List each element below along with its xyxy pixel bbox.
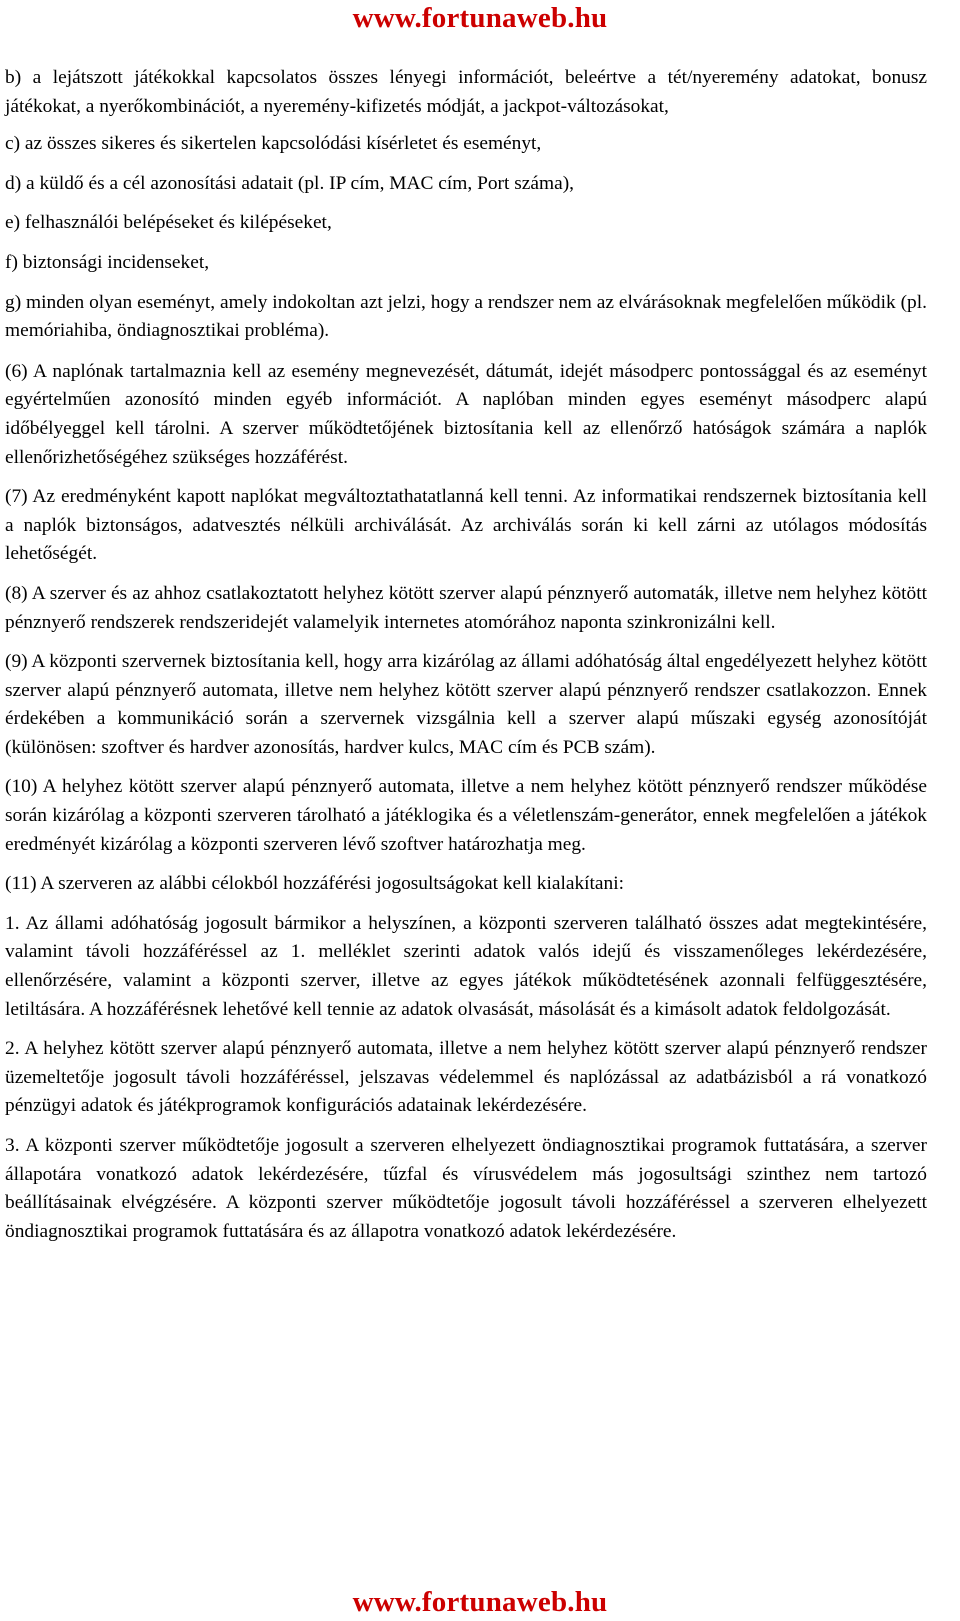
list-item-f: f) biztonsági incidenseket, [5, 251, 210, 273]
site-footer-url: www.fortunaweb.hu [352, 1586, 608, 1618]
paragraph-11: (11) A szerveren az alábbi célokból hozzáférési jogosultságokat kell kialakítani: [5, 873, 625, 895]
list-item-c: c) az összes sikeres és sikertelen kapcsolódási kísérletet és eseményt, [5, 133, 542, 155]
list-item-g: g) minden olyan eseményt, amely indokoltan azt jelzi, hogy a rendszer nem az elvárásoknak megfelelően működik (pl. memóriahiba, öndiagnosztikai probléma). [5, 291, 927, 342]
paragraph-7: (7) Az eredményként kapott naplókat megváltoztathatatlanná kell tenni. Az informatikai rendszernek biztosítania kell a naplók biztonságos, adatvesztés nélküli archiválását. Az archiválás során ki kell zárni az utólagos módosítás lehetőségét. [5, 486, 927, 565]
paragraph-10: (10) A helyhez kötött szerver alapú pénznyerő automata, illetve a nem helyhez kötött pénznyerő rendszer működése során kizárólag a központi szerveren tárolható a játéklogika és a véletlenszám-generátor, ennek megfelelően a játékok eredményét kizárólag a központi szerveren lévő szoftver határozhatja meg. [5, 776, 927, 855]
paragraph-8: (8) A szerver és az ahhoz csatlakoztatott helyhez kötött szerver alapú pénznyerő automaták, illetve nem helyhez kötött pénznyerő rendszerek rendszeridejét valamelyik internetes atomórához naponta szinkronizálni kell. [5, 582, 927, 633]
site-header-url: www.fortunaweb.hu [352, 2, 608, 34]
numbered-item-2: 2. A helyhez kötött szerver alapú pénznyerő automata, illetve a nem helyhez kötött szerver alapú pénznyerő rendszer üzemeltetője jogosult távoli hozzáféréssel, jelszavas védelemmel és naplózással az adatbázisból a rá vonatkozó pénzügyi adatok és játékprogramok konfigurációs adatainak lekérdezésére. [5, 1038, 927, 1117]
paragraph-9: (9) A központi szervernek biztosítania kell, hogy arra kizárólag az állami adóhatóság által engedélyezett helyhez kötött szerver alapú pénznyerő automata, illetve nem helyhez kötött szerver alapú pénznyerő rendszer csatlakozzon. Ennek érdekében a kommunikáció során a szervernek vizsgálnia kell a szerver alapú műszaki egység azonosítóját (különösen: szoftver és hardver azonosítás, hardver kulcs, MAC cím és PCB szám). [5, 651, 927, 758]
list-item-b: b) a lejátszott játékokkal kapcsolatos összes lényegi információt, beleértve a tét/nyeremény adatokat, bonusz játékokat, a nyerőkombinációt, a nyeremény-kifizetés módját, a jackpot-változásokat, [5, 67, 927, 117]
document-body [5, 64, 927, 1246]
paragraph-6: (6) A naplónak tartalmaznia kell az esemény megnevezését, dátumát, idejét másodperc pontossággal és az eseményt egyértelműen azonosító minden egyéb információt. A naplóban minden egyes eseményt másodperc alapú időbélyeggel kell tárolni. A szerver működtetőjének biztosítania kell az ellenőrző hatóságok számára a naplók ellenőrizhetőségéhez szükséges hozzáférést. [5, 360, 927, 468]
numbered-item-1: 1. Az állami adóhatóság jogosult bármikor a helyszínen, a központi szerveren található összes adat megtekintésére, valamint távoli hozzáféréssel az 1. melléklet szerinti adatok valós idejű és visszamenőleges lekérdezésére, ellenőrzésére, valamint a központi szerver, illetve az egyes játékok működtetésének azonnali felfüggesztésére, letiltására. A hozzáférésnek lehetővé kell tennie az adatok olvasását, másolását és a kimásolt adatok feldolgozását. [5, 912, 927, 1020]
list-item-e: e) felhasználói belépéseket és kilépéseket, [5, 212, 332, 234]
numbered-item-3: 3. A központi szerver működtetője jogosult a szerveren elhelyezett öndiagnosztikai programok futtatására, a szerver állapotára vonatkozó adatok lekérdezésére, tűzfal és vírusvédelem más jogosultsági szinthez nem tartozó beállításainak elvégzésére. A központi szerver működtetője jogosult távoli hozzáféréssel a szerveren elhelyezett öndiagnosztikai programok futtatására és az állapotra vonatkozó adatok lekérdezésére. [5, 1135, 927, 1242]
list-item-d: d) a küldő és a cél azonosítási adatait (pl. IP cím, MAC cím, Port száma), [5, 172, 575, 194]
